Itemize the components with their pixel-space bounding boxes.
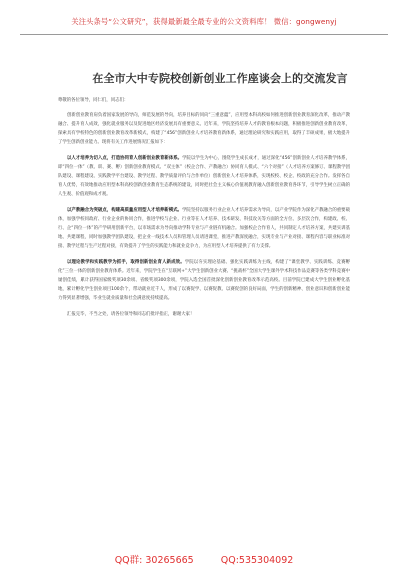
banner-divider	[20, 34, 388, 35]
closing-line: 汇报完毕，不当之处，请各位领导和同志们批评指正，谢谢大家！	[67, 312, 195, 317]
qq-text: QQ:535304092	[220, 555, 294, 566]
paragraph-section-3	[58, 258, 350, 303]
paragraph-text: 学院坚持以服务行业企业人才培养需求为导向，以产业学院作为深化产教融合的重要载体，加强学校同政府、行业企业的协同合作，推进学校与企业、行业等在人才培养、技术研发、科技攻关等方面的全方位、多层次合作，构建政、校、行、企“四位一体”的产学研用创新平台，以市场需求为导向推动学科专业与产业链有机融合。加强校企合作育人，共同制定人才培养方案，共建实训基地、共建课程，同时加强教学团队建设，把企业一线技术人员和管理人员请进课堂，推进产教深度融合，实现专业与产业对接、课程内容与职业标准对接、教学过程与生产过程对接，有效提升了学生的实践能力和就业竞争力，为应用型人才培养提供了有力支撑。	[58, 208, 350, 249]
top-banner	[0, 0, 408, 46]
paragraph-text: 学院以夯实理论基础、强化实践训练为主线，构建了“课堂教学、实践训练、竞赛孵化”三位一体的创新创业教育体系。近年来，学院学生在“互联网+”大学生创新创业大赛、“挑战杯”全国大学生课外学术科技作品竞赛等各类学科竞赛中屡创佳绩，累计获得国家级奖项30余项、省级奖项300余项，学院入选全国首批深化创新创业教育改革示范高校。目前学院已建成大学生创业孵化基地，累计孵化学生创业项目100余个，带动就业近千人，形成了以赛促学、以赛促教、以赛促创的良好局面，学生的创新精神、创业意识和创新创业能力得到显著增强，毕业生就业质量和社会满意度持续提高。	[58, 260, 350, 301]
document-body	[58, 96, 350, 319]
section-heading: 以产教融合为突破点，构建高质量应用型人才培养新模式。	[67, 208, 182, 213]
paragraph-text: 创新创业教育肩负着国家发展的导向，师范发展的导向，培养目标的同向“三重意蕴”，应用型本科高校如何推进创新创业教育深化改革，推动产教融合、提升育人成效，强化就业服务以及促进地区经济发展具有重要意义。近年来，学院坚持培养人才的教育根本问题，积极推进创新创业教育改革，探索具有学校特色的创新创业教育改革新模式，构建了“456”创新创业人才培养教育新体系，通过理论研究和实践应用，取得了丰硕成果，极大地提升了学生创新创业能力。现将有关工作进展情况汇报如下：	[58, 113, 350, 145]
paragraph-text: 学院以学生为中心，围绕学生成长成才，通过深化“456”创新创业人才培养教学体系，即“四位一体”（教、训、赛、孵）创新创业教育模式、“双主体”（校企合作、产教融合）协同育人模式、“六个对接”（人才培养方案修订、课程教学团队建设、课程建设、实践教学平台建设、教学过程、教学质量评价与合作单位）创新创业人才培养体系，实现校校、校企、校政的充分合作。发挥各自育人优势，有效地推动应用型本科高校创新创业教育生态系统的建设，同时把社会主义核心价值观教育融入创新创业教育各环节，引导学生树立正确的人生观、价值观和成才观。	[58, 156, 350, 197]
banner-text: 关注头条号“公文研究”，获得最新最全最专业的公文资料库！ 微信：gongwenyj	[71, 17, 337, 26]
footer-contact	[0, 552, 408, 566]
salutation: 尊敬的各位领导，同仁们，同志们：	[58, 98, 129, 103]
section-heading: 以人才培养为切入点，打造协同育人创新创业教育新体系。	[67, 156, 183, 161]
document-title: 在全市大中专院校创新创业工作座谈会上的交流发言	[92, 72, 348, 85]
paragraph-section-2	[58, 206, 350, 251]
qq-group-text: QQ群: 30265665	[114, 555, 194, 566]
section-heading: 以理论教学和实践教学为抓手，取得创新创业育人新成效。	[67, 260, 185, 265]
paragraph-intro	[58, 111, 350, 147]
paragraph-section-1	[58, 154, 350, 199]
